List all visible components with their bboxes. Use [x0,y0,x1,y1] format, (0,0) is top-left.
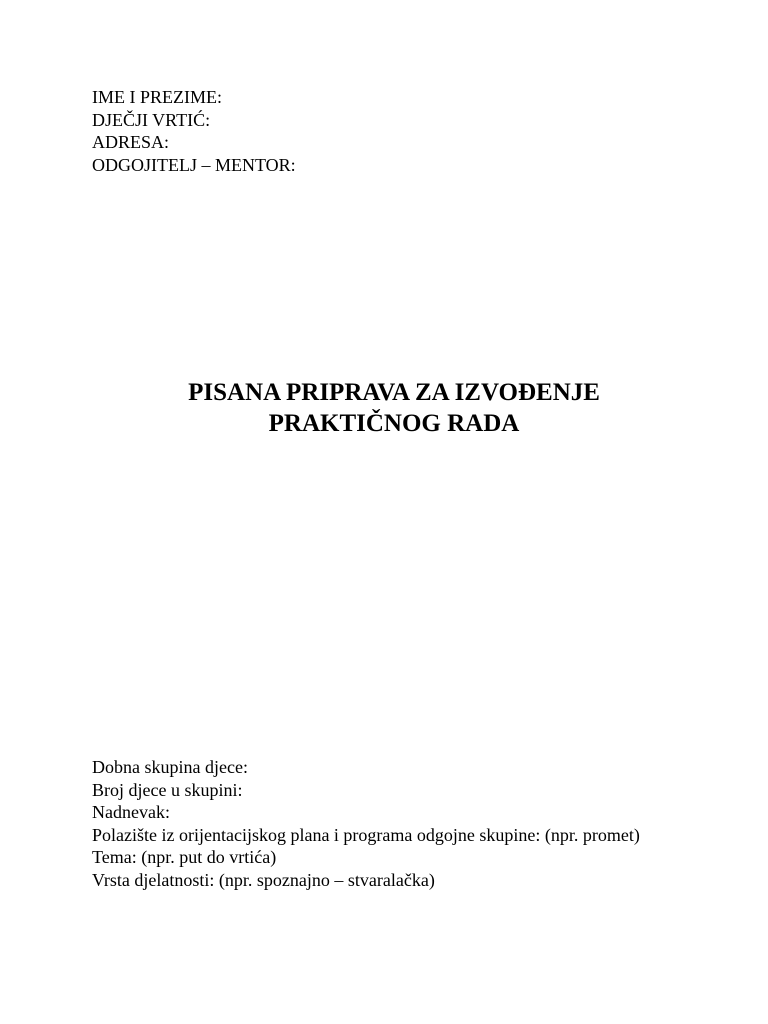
name-surname-label: IME I PREZIME: [92,87,222,107]
starting-point-label: Polazište iz orijentacijskog plana i programa odgojne skupine: (npr. promet) [92,824,640,845]
title-line-1: PISANA PRIPRAVA ZA IZVOĐENJE [188,379,600,406]
document-title [60,377,728,439]
children-count-label: Broj djece u skupini: [92,779,243,800]
title-line-2: PRAKTIČNOG RADA [268,410,520,437]
mentor-label: ODGOJITELJ – MENTOR: [92,154,296,175]
student-info-block [92,86,692,176]
activity-type-label: Vrsta djelatnosti: (npr. spoznajno – stvaralačka) [92,869,435,890]
address-label: ADRESA: [92,132,170,152]
date-label: Nadnevak: [92,802,170,822]
topic-label: Tema: (npr. put do vrtića) [92,847,277,867]
activity-details-block [92,756,678,891]
kindergarten-label: DJEČJI VRTIĆ: [92,109,211,130]
age-group-label: Dobna skupina djece: [92,757,248,777]
